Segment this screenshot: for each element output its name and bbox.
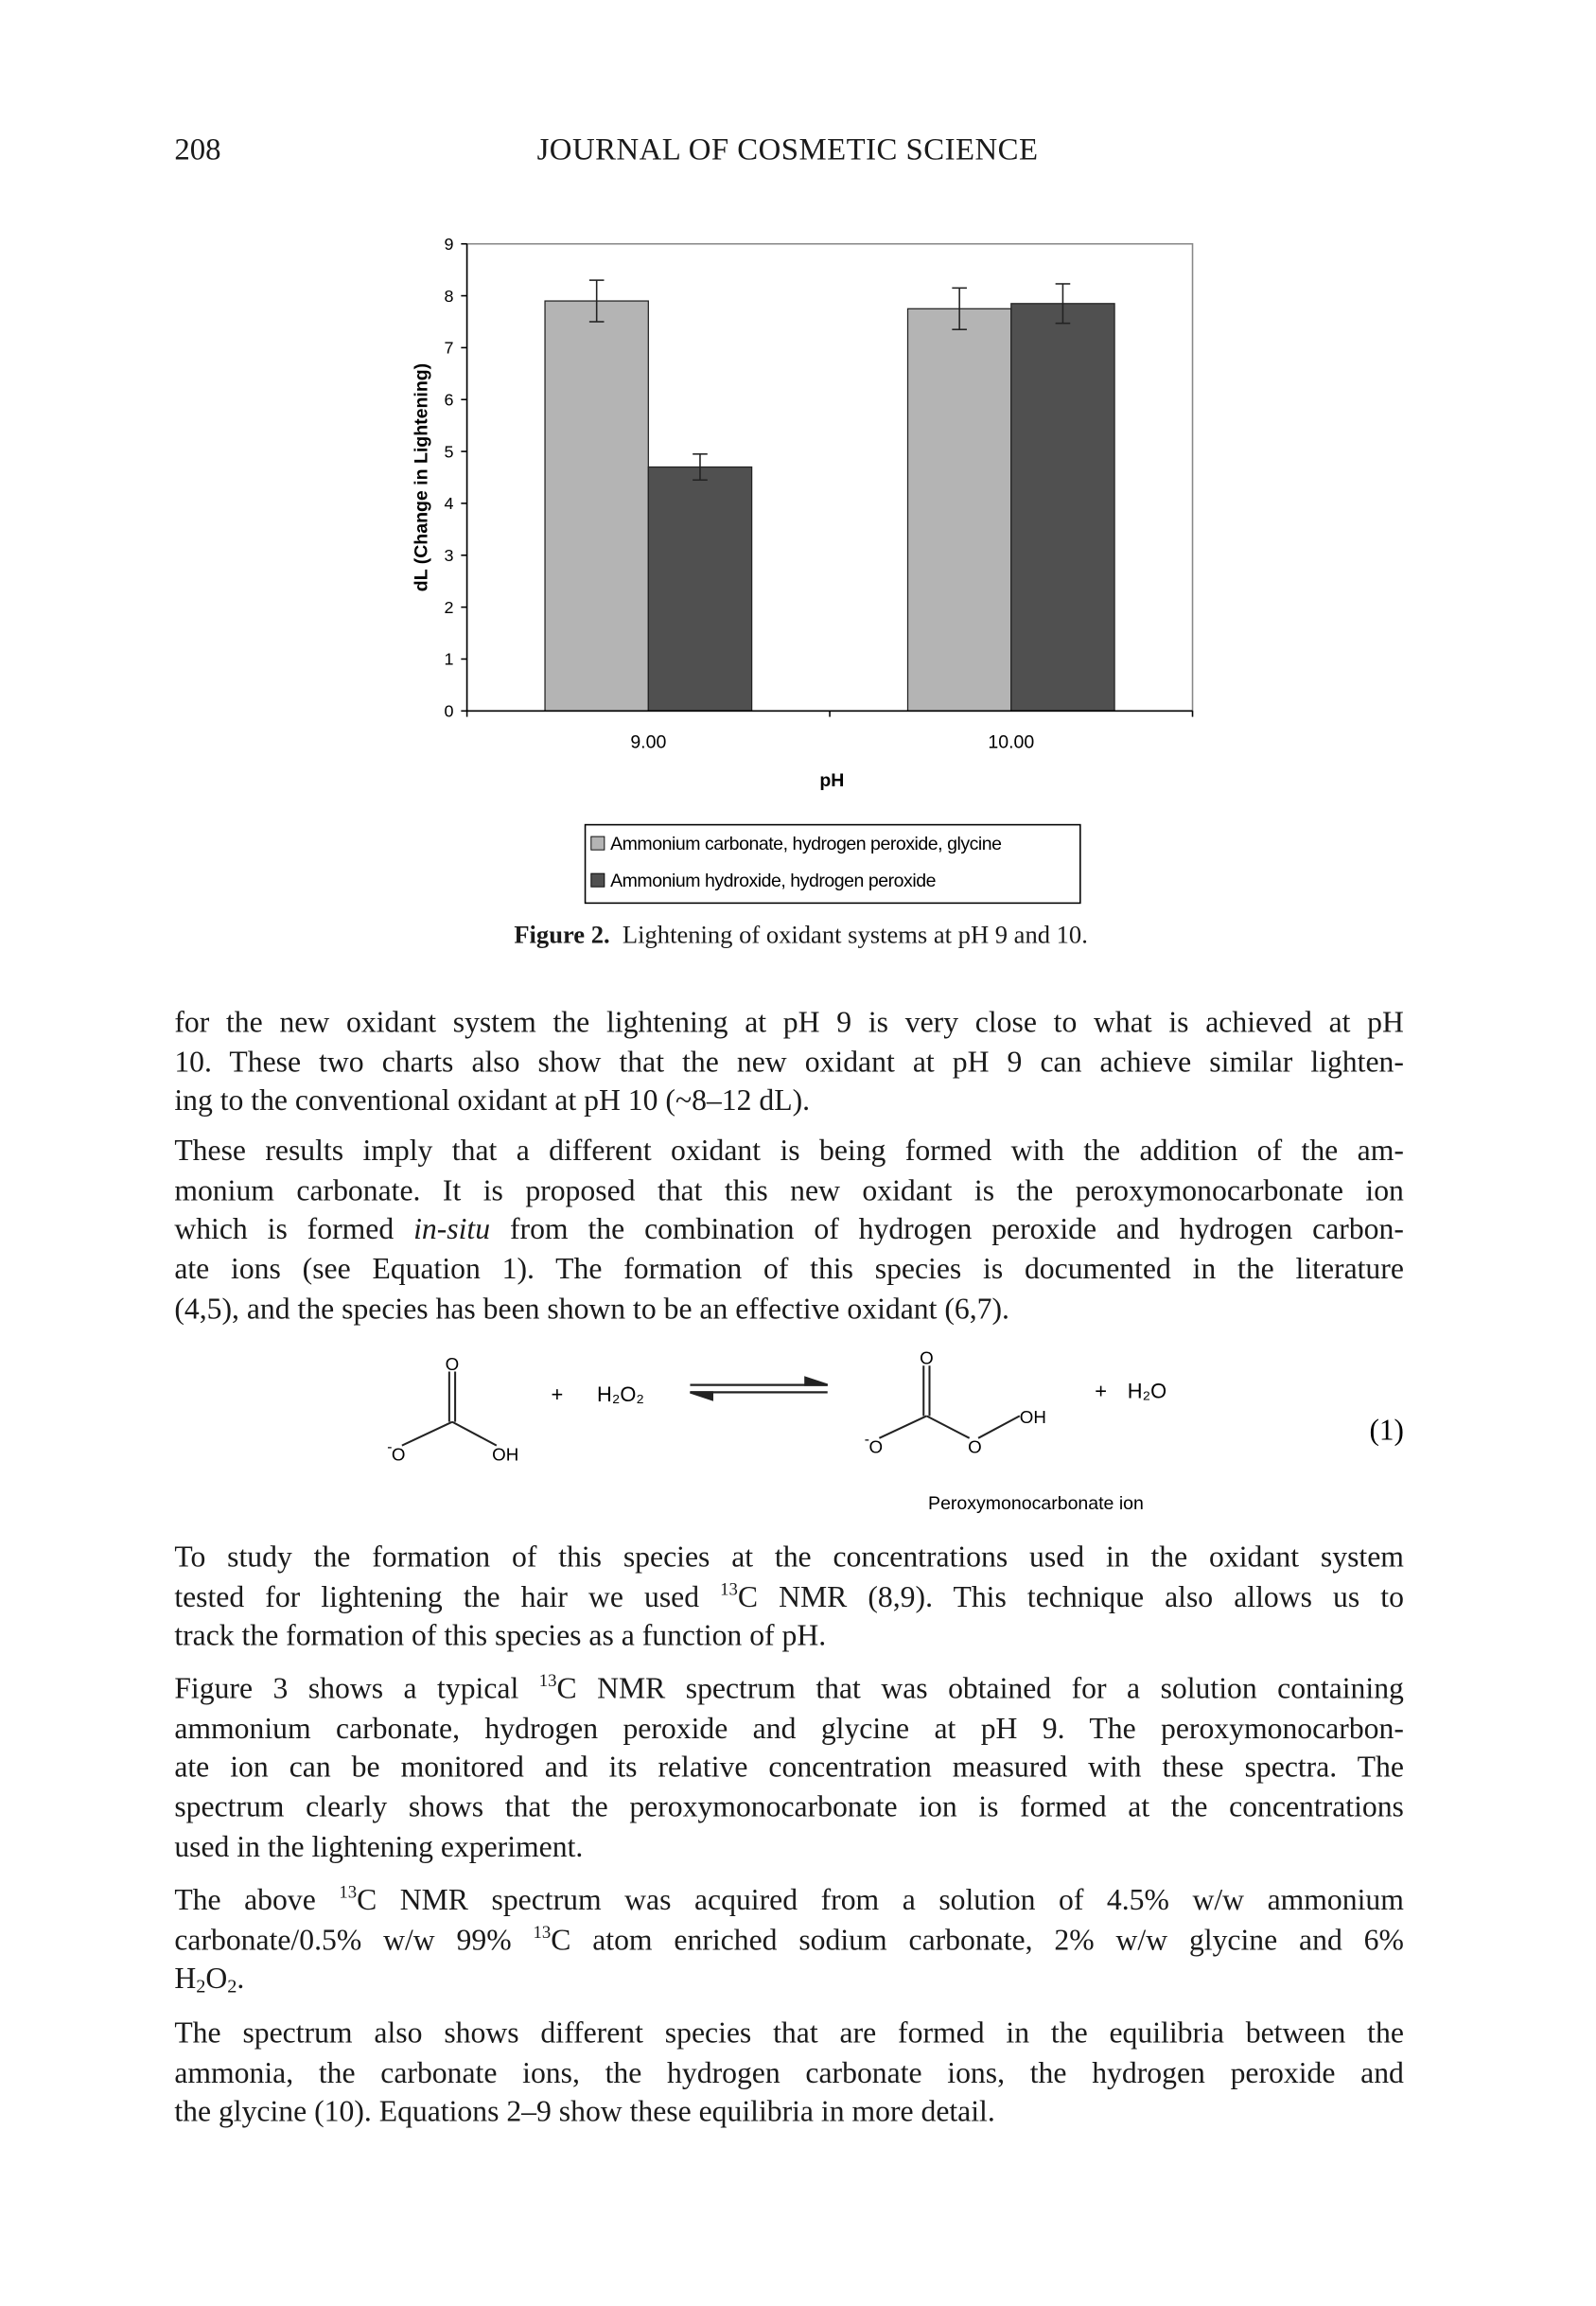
- paragraph-1: [174, 1004, 1404, 1122]
- bar: [908, 308, 1011, 711]
- text-run: for the new oxidant system the lightening at pH 9 is very close to what is achieved at pH: [174, 1006, 1404, 1040]
- text-line: [174, 1539, 1404, 1578]
- y-axis-label: dL (Change in Lightening): [411, 362, 432, 592]
- bar-chart: [370, 221, 1256, 916]
- minus-sign: -: [387, 1438, 393, 1455]
- paragraph-6: [174, 2015, 1404, 2133]
- y-tick-label: 0: [444, 701, 454, 721]
- text-run: .: [237, 1963, 245, 1997]
- plus-sign: +: [551, 1382, 564, 1406]
- bicarbonate-structure: [402, 1372, 497, 1446]
- atom-oh: OH: [1019, 1407, 1046, 1428]
- text-run: The above: [174, 1884, 340, 1917]
- text-line: [174, 1132, 1404, 1171]
- y-tick-label: 7: [444, 338, 454, 358]
- text-run: the glycine (10). Equations 2–9 show these equilibria in more detail.: [174, 2096, 995, 2129]
- legend-swatch-1: [591, 836, 605, 850]
- running-title: JOURNAL OF COSMETIC SCIENCE: [536, 132, 1039, 167]
- y-tick-label: 4: [444, 494, 454, 514]
- figure-caption: [0, 921, 1596, 950]
- paragraph-2: [174, 1132, 1404, 1329]
- legend-swatch-2: [591, 873, 605, 887]
- text-line: [174, 1251, 1404, 1291]
- text-line: [174, 1617, 1404, 1657]
- atom-o-minus: O: [391, 1444, 406, 1465]
- text-run: spectrum clearly shows that the peroxymonocarbonate ion is formed at the concentrations: [174, 1791, 1404, 1824]
- atom-o-minus: O: [868, 1436, 884, 1457]
- text-line: [174, 1921, 1404, 1961]
- text-line: [174, 1828, 1404, 1868]
- text-line: [174, 1290, 1404, 1329]
- text-run: ate ion can be monitored and its relative concentration measured with these spectra. The: [174, 1752, 1404, 1785]
- text-line: [174, 1211, 1404, 1251]
- text-run: (4,5), and the species has been shown to be an effective oxidant (6,7).: [174, 1293, 1009, 1326]
- x-tick-label: 9.00: [630, 731, 667, 753]
- paragraph-4: [174, 1670, 1404, 1867]
- text-run: H: [174, 1963, 197, 1997]
- superscript: 13: [533, 1921, 552, 1942]
- text-line: [174, 1749, 1404, 1788]
- text-run: These results imply that a different oxidant is being formed with the addition of the am-: [174, 1135, 1404, 1168]
- text-run: tested for lightening the hair we used: [174, 1580, 721, 1614]
- text-line: [174, 1961, 1404, 2000]
- paragraph-3: [174, 1539, 1404, 1657]
- y-tick-label: 2: [444, 597, 454, 617]
- text-line: [174, 1171, 1404, 1211]
- text-line: [174, 2093, 1404, 2133]
- paragraph-5: [174, 1881, 1404, 1999]
- product-label: Peroxymonocarbonate ion: [928, 1492, 1144, 1514]
- text-run: C NMR spectrum that was obtained for a solution containing: [556, 1673, 1404, 1706]
- y-tick-label: 5: [444, 442, 454, 462]
- italic-text: in-situ: [413, 1213, 491, 1247]
- figure-label: Figure 2.: [514, 921, 610, 949]
- text-run: C atom enriched sodium carbonate, 2% w/w glycine and 6%: [551, 1924, 1404, 1957]
- atom-oh: OH: [492, 1444, 519, 1465]
- peroxymonocarbonate-structure: [879, 1365, 1019, 1438]
- text-line: [174, 1881, 1404, 1921]
- y-tick-label: 3: [444, 546, 454, 566]
- atom-o-link: O: [968, 1436, 982, 1457]
- minus-sign: -: [864, 1432, 869, 1449]
- legend-label-2: Ammonium hydroxide, hydrogen peroxide: [610, 871, 937, 892]
- atom-o: O: [920, 1347, 934, 1368]
- superscript: 13: [339, 1881, 358, 1903]
- legend-label-1: Ammonium carbonate, hydrogen peroxide, glycine: [610, 834, 1002, 855]
- text-line: [174, 1788, 1404, 1828]
- text-run: ammonia, the carbonate ions, the hydrogen carbonate ions, the hydrogen peroxide and: [174, 2056, 1404, 2090]
- text-run: track the formation of this species as a function of pH.: [174, 1620, 827, 1653]
- text-line: [174, 1083, 1404, 1122]
- y-tick-label: 9: [444, 234, 454, 254]
- text-run: The spectrum also shows different species that are formed in the equilibria between the: [174, 2017, 1404, 2051]
- x-tick-label: 10.00: [988, 731, 1035, 753]
- superscript: 13: [538, 1670, 557, 1691]
- bar: [648, 467, 751, 712]
- text-run: used in the lightening experiment.: [174, 1830, 584, 1864]
- text-run: ate ions (see Equation 1). The formation of this species is documented in the literature: [174, 1253, 1404, 1287]
- text-run: from the combination of hydrogen peroxide and hydrogen carbon-: [490, 1213, 1404, 1247]
- text-line: [174, 1710, 1404, 1750]
- x-axis-label: pH: [819, 769, 845, 791]
- subscript: 2: [227, 1975, 237, 1998]
- subscript: 2: [196, 1975, 206, 1998]
- text-line: [174, 1670, 1404, 1710]
- text-run: Figure 3 shows a typical: [174, 1673, 539, 1706]
- text-run: C NMR (8,9). This technique also allows us to: [737, 1580, 1404, 1614]
- h2o: H₂O: [1127, 1379, 1167, 1403]
- text-line: [174, 2054, 1404, 2094]
- text-run: O: [205, 1963, 228, 1997]
- text-run: monium carbonate. It is proposed that this new oxidant is the peroxymonocarbonate ion: [174, 1174, 1404, 1207]
- text-run: To study the formation of this species at the concentrations used in the oxidant system: [174, 1541, 1404, 1575]
- text-line: [174, 1578, 1404, 1618]
- plus-sign: +: [1095, 1379, 1108, 1403]
- text-run: C NMR spectrum was acquired from a solution of 4.5% w/w ammonium: [357, 1884, 1404, 1917]
- equation-number: (1): [1369, 1413, 1404, 1447]
- text-run: ing to the conventional oxidant at pH 10 (~8–12 dL).: [174, 1085, 811, 1118]
- equation-1: [0, 1338, 1596, 1523]
- superscript: 13: [720, 1577, 738, 1599]
- atom-o: O: [445, 1353, 460, 1374]
- text-run: ammonium carbonate, hydrogen peroxide and glycine at pH 9. The peroxymonocarbon-: [174, 1712, 1404, 1746]
- y-tick-label: 8: [444, 286, 454, 306]
- text-run: carbonate/0.5% w/w 99%: [174, 1924, 534, 1957]
- figure-caption-text: Lightening of oxidant systems at pH 9 and 10.: [622, 921, 1088, 949]
- y-tick-label: 6: [444, 390, 454, 410]
- text-run: which is formed: [174, 1213, 414, 1247]
- equilibrium-arrow-icon: [690, 1378, 827, 1399]
- bar: [1011, 304, 1114, 712]
- text-run: 10. These two charts also show that the new oxidant at pH 9 can achieve similar lighten-: [174, 1046, 1404, 1079]
- y-tick-label: 1: [444, 649, 454, 669]
- text-line: [174, 1004, 1404, 1044]
- text-line: [174, 2015, 1404, 2054]
- h2o2: H₂O₂: [597, 1382, 644, 1406]
- page-number: 208: [174, 132, 221, 167]
- text-line: [174, 1043, 1404, 1083]
- bar: [545, 301, 648, 711]
